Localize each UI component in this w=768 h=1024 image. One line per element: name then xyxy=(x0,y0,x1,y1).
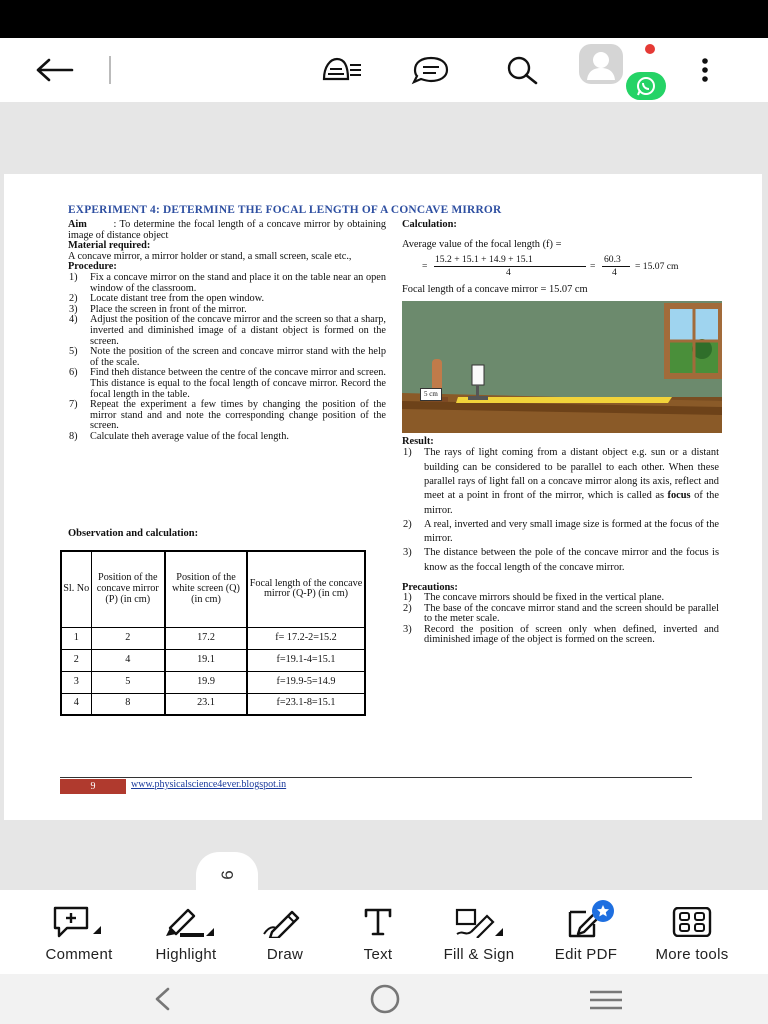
result-text-tail: of the mirror. xyxy=(424,490,719,516)
procedure-item xyxy=(68,400,386,432)
table-cell: 4 xyxy=(91,649,165,671)
material-label: Material required: xyxy=(68,240,151,252)
precaution-text: The concave mirrors should be fixed in the vertical plane. xyxy=(424,592,665,604)
formula-denominator2: 4 xyxy=(612,266,617,278)
footer-divider xyxy=(60,777,692,778)
highlight-label: Highlight xyxy=(155,946,217,963)
table-row xyxy=(61,627,365,649)
result-number: 3) xyxy=(403,547,412,559)
avatar[interactable] xyxy=(578,44,650,94)
toolbar-divider xyxy=(109,56,111,84)
table-row xyxy=(61,649,365,671)
result-item xyxy=(402,446,719,517)
page-number-badge: 9 xyxy=(60,779,126,794)
table-cell: 2 xyxy=(91,627,165,649)
more-tools-tool[interactable] xyxy=(640,890,744,974)
aim-section xyxy=(68,220,386,241)
table-cell: 23.1 xyxy=(165,693,247,715)
document-viewer[interactable] xyxy=(0,102,768,890)
formula-denominator: 4 xyxy=(506,266,511,278)
search-button[interactable] xyxy=(498,52,548,88)
procedure-text: Locate distant tree from the open window. xyxy=(90,293,265,305)
back-button[interactable] xyxy=(30,52,80,88)
procedure-item xyxy=(68,432,386,443)
pdf-page xyxy=(4,174,762,820)
table-cell: 17.2 xyxy=(165,627,247,649)
draw-label: Draw xyxy=(266,946,304,963)
comment-add-icon xyxy=(51,906,107,938)
page-title: EXPERIMENT 4: DETERMINE THE FOCAL LENGTH OF A CONCAVE MIRROR xyxy=(68,204,502,216)
formula-numerator2: 60.3 xyxy=(604,253,621,265)
result-bold-term: focus xyxy=(667,490,691,502)
procedure-text: Calculate theh average value of the focal length. xyxy=(90,430,289,442)
edit-pdf-tool[interactable] xyxy=(540,890,632,974)
footer-link[interactable]: www.physicalscience4ever.blogspot.in xyxy=(131,779,287,790)
whatsapp-icon xyxy=(626,72,666,100)
status-bar xyxy=(0,0,768,38)
procedure-item xyxy=(68,347,386,368)
result-text: The rays of light coming from a distant object e.g. sun or a distant building can be considered to be parallel to each other. When these parallel rays of light fall on a concave mirror along its axis, reflect and meet at a point in front of the mirror, which is called as xyxy=(424,447,719,502)
precaution-text: The base of the concave mirror stand and the screen should be parallel to the meter scale. xyxy=(424,602,719,625)
nav-back-icon xyxy=(148,986,178,1012)
read-aloud-icon xyxy=(318,55,364,85)
precaution-text: Record the position of screen only when defined, inverted and diminished image of the object is formed on the screen. xyxy=(424,623,719,646)
edit-pdf-label: Edit PDF xyxy=(554,946,618,963)
procedure-label: Procedure: xyxy=(68,261,117,273)
procedure-item xyxy=(68,273,386,294)
procedure-item xyxy=(68,315,386,347)
table-cell: 5 xyxy=(91,671,165,693)
more-tools-label: More tools xyxy=(655,946,729,963)
nav-recents-button[interactable] xyxy=(588,988,624,1012)
table-header: Position of the white screen (Q) (in cm) xyxy=(165,551,247,627)
procedure-number: 4) xyxy=(69,314,78,326)
precaution-number: 3) xyxy=(403,623,412,635)
precaution-number: 2) xyxy=(403,602,412,614)
search-icon xyxy=(503,55,543,85)
comment-tool[interactable] xyxy=(30,890,128,974)
highlight-tool[interactable] xyxy=(138,890,234,974)
precaution-item xyxy=(402,604,719,625)
procedure-text: Repeat the experiment a few times by changing the position of the mirror stand and and note the corresponding change position of the screen. xyxy=(90,399,386,432)
nav-back-button[interactable] xyxy=(148,986,178,1012)
formula-numerator: 15.2 + 15.1 + 14.9 + 15.1 xyxy=(435,253,533,265)
table-cell: 3 xyxy=(61,671,91,693)
grid-icon xyxy=(672,907,712,937)
result-text: A real, inverted and very small image size is formed at the focus of the mirror. xyxy=(424,518,719,545)
precaution-number: 1) xyxy=(403,592,412,604)
draw-tool[interactable] xyxy=(248,890,322,974)
table-cell: 2 xyxy=(61,649,91,671)
precautions-label: Precautions: xyxy=(402,582,458,594)
average-text: Average value of the focal length (f) = xyxy=(402,238,562,250)
system-nav-bar xyxy=(0,974,768,1024)
read-aloud-button[interactable] xyxy=(316,52,366,88)
aim-text: : To determine the focal length of a concave mirror by obtaining image of distance object xyxy=(68,219,386,241)
precautions-list xyxy=(402,593,719,646)
fill-sign-icon xyxy=(453,906,505,938)
result-number: 2) xyxy=(403,518,412,530)
page-indicator-number: 9 xyxy=(218,870,237,880)
procedure-number: 8) xyxy=(69,430,78,442)
procedure-number: 3) xyxy=(69,303,78,315)
scale-label: 5 cm xyxy=(420,388,442,401)
table-cell: 19.1 xyxy=(165,649,247,671)
observation-table xyxy=(60,550,366,716)
table-cell: f=19.9-5=14.9 xyxy=(247,671,365,693)
procedure-list xyxy=(68,273,386,443)
more-options-button[interactable] xyxy=(690,52,720,88)
comment-list-icon xyxy=(409,55,453,85)
right-column xyxy=(402,220,719,646)
procedure-number: 6) xyxy=(69,367,78,379)
nav-home-button[interactable] xyxy=(368,984,402,1014)
table-header: Focal length of the concave mirror (Q-P) (in cm) xyxy=(247,551,365,627)
table-cell: 8 xyxy=(91,693,165,715)
text-icon xyxy=(363,907,393,937)
result-text: The distance between the pole of the concave mirror and the focus is know as the foccal length of the concave mirror. xyxy=(424,547,719,573)
procedure-text: Adjust the position of the concave mirror and the screen so that a sharp, inverted and diminished image of a distant object is formed on the screen. xyxy=(90,314,386,347)
comment-list-button[interactable] xyxy=(406,52,456,88)
experiment-illustration xyxy=(402,301,722,433)
highlighter-icon xyxy=(156,906,216,938)
formula: = 15.2 + 15.1 + 14.9 + 15.1 4 = 60.3 4 = 15.07 cm xyxy=(422,253,679,278)
procedure-number: 2) xyxy=(69,293,78,305)
comment-label: Comment xyxy=(45,946,113,963)
table-header: Position of the concave mirror (P) (in cm) xyxy=(91,551,165,627)
procedure-item xyxy=(68,368,386,400)
table-header: Sl. No xyxy=(61,551,91,627)
bottom-toolbar xyxy=(0,890,768,974)
nav-recents-icon xyxy=(588,988,624,1012)
aim-label: Aim xyxy=(68,219,87,230)
fill-sign-tool[interactable] xyxy=(428,890,530,974)
table-cell: 1 xyxy=(61,627,91,649)
table-row xyxy=(61,671,365,693)
procedure-number: 7) xyxy=(69,399,78,411)
procedure-text: Note the position of the screen and concave mirror stand with the help of the scale. xyxy=(90,346,386,368)
table-cell: f=19.1-4=15.1 xyxy=(247,649,365,671)
left-column xyxy=(68,220,386,442)
calculation-label: Calculation: xyxy=(402,219,457,230)
procedure-text: Find theh distance between the centre of the concave mirror and screen. This distance is equal to the focal length of concave mirror. Record the focal length in the table. xyxy=(90,367,386,400)
text-tool[interactable] xyxy=(344,890,412,974)
result-item xyxy=(402,518,719,547)
formula-result: = 15.07 cm xyxy=(635,260,679,272)
result-number: 1) xyxy=(403,447,412,459)
notification-dot xyxy=(645,44,655,54)
table-cell: f=23.1-8=15.1 xyxy=(247,693,365,715)
result-list xyxy=(402,446,719,575)
observation-label: Observation and calculation: xyxy=(68,528,199,539)
app-toolbar xyxy=(0,38,768,102)
result-label: Result: xyxy=(402,436,434,448)
material-text: A concave mirror, a mirror holder or stand, a small screen, scale etc., xyxy=(68,250,352,262)
text-label: Text xyxy=(363,946,393,963)
table-cell: 4 xyxy=(61,693,91,715)
procedure-number: 5) xyxy=(69,346,78,358)
procedure-text: Fix a concave mirror on the stand and place it on the table near an open window of the classroom. xyxy=(90,271,386,294)
procedure-text: Place the screen in front of the mirror. xyxy=(90,303,247,315)
precaution-item xyxy=(402,625,719,646)
result-item xyxy=(402,546,719,575)
back-arrow-icon xyxy=(35,58,75,82)
procedure-number: 1) xyxy=(69,271,78,283)
new-badge-icon xyxy=(592,900,614,922)
table-cell: f= 17.2-2=15.2 xyxy=(247,627,365,649)
focal-length-text: Focal length of a concave mirror = 15.07 cm xyxy=(402,283,588,295)
draw-pencil-icon xyxy=(262,906,308,938)
fill-sign-label: Fill & Sign xyxy=(443,946,515,963)
nav-home-icon xyxy=(368,984,402,1014)
table-row xyxy=(61,693,365,715)
more-vert-icon xyxy=(701,57,709,83)
table-cell: 19.9 xyxy=(165,671,247,693)
